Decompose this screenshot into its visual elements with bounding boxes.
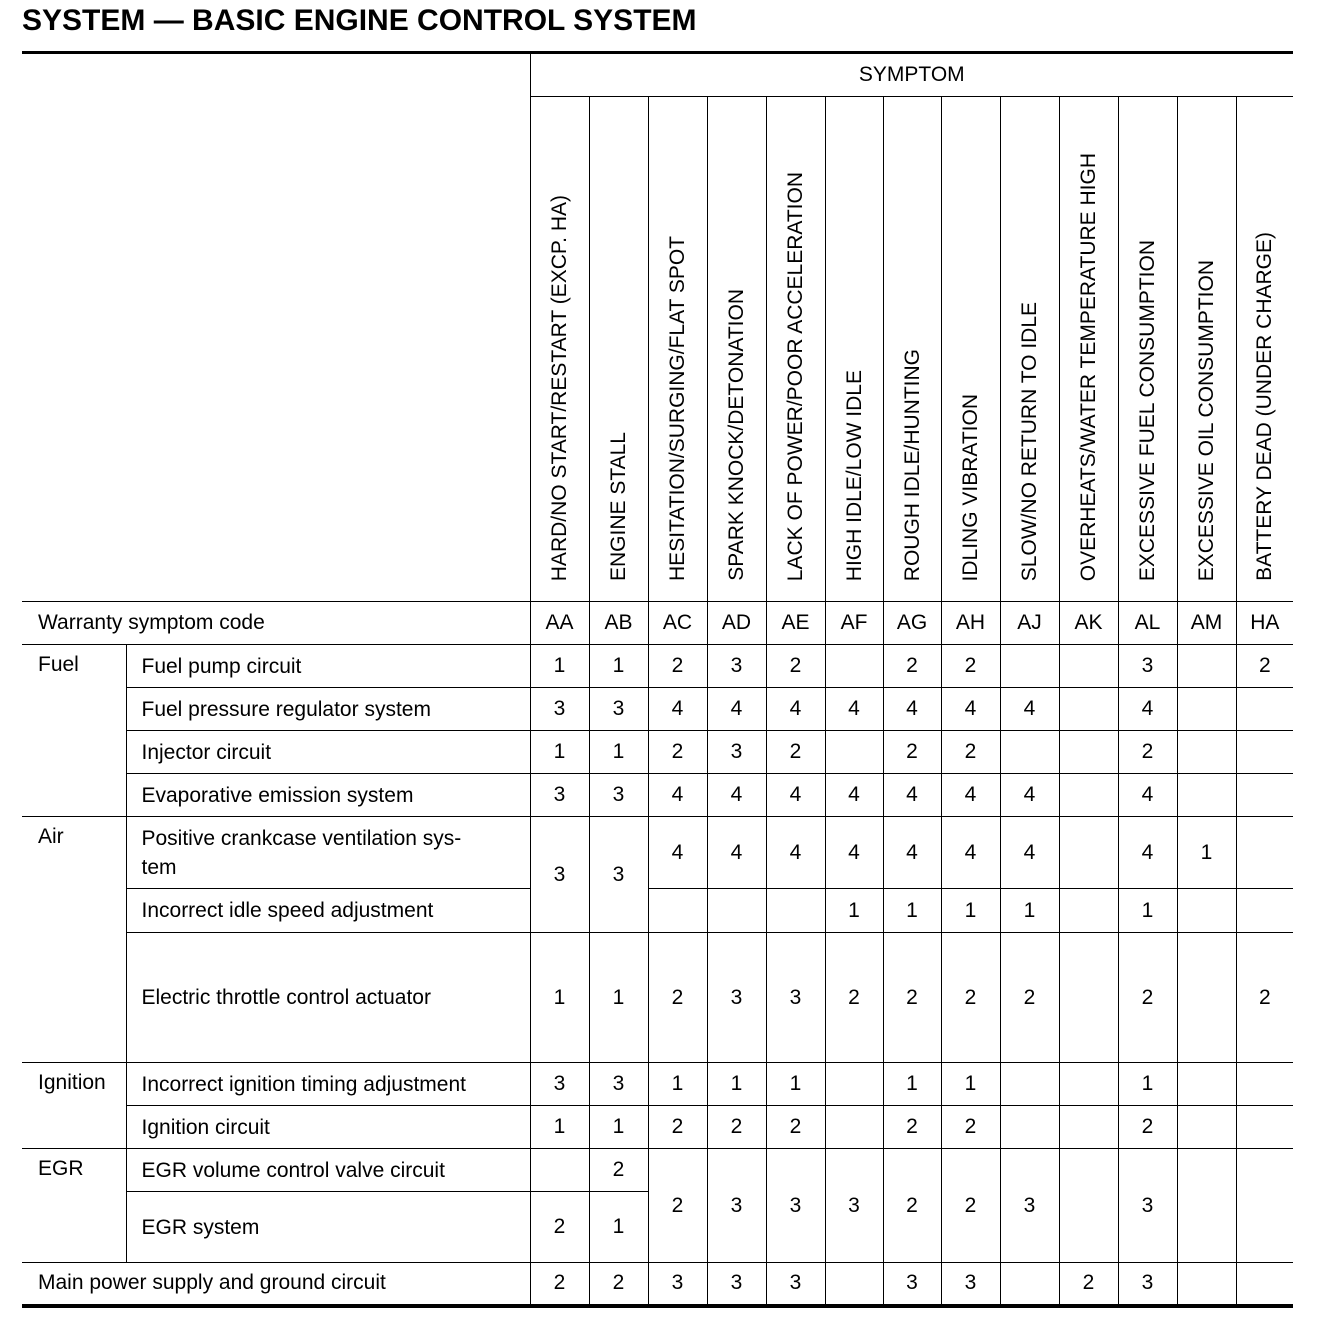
cell-value: 1 [530,645,589,688]
cell-value: 3 [883,1263,941,1306]
cell-value: 4 [648,774,707,817]
cell-value: 1 [589,731,648,774]
cell-value: 1 [1118,1063,1177,1106]
cell-value: 1 [530,1106,589,1149]
cell-value [1177,731,1236,774]
warranty-code: AC [648,602,707,645]
cell-value [825,731,883,774]
diagnosis-table [22,54,1293,1308]
cell-value: 1 [941,1063,1000,1106]
cell-value: 2 [941,731,1000,774]
cell-value: 1 [883,889,941,933]
row-label: Injector circuit [126,731,530,774]
warranty-code: AB [589,602,648,645]
cell-value: 4 [941,774,1000,817]
cell-value: 3 [530,817,589,933]
cell-value: 4 [1118,774,1177,817]
cell-value: 2 [883,731,941,774]
cell-value: 4 [883,774,941,817]
cell-value [1000,1063,1059,1106]
cell-value [1059,817,1118,889]
cell-value [648,889,707,933]
page-title: SYSTEM — BASIC ENGINE CONTROL SYSTEM [22,4,697,37]
cell-value: 1 [648,1063,707,1106]
symptom-column-header [825,97,883,602]
cell-value: 2 [883,933,941,1063]
row-label [126,817,530,889]
cell-value: 4 [707,774,766,817]
table-row [22,774,1293,817]
cell-value: 3 [707,933,766,1063]
cell-value: 3 [1118,1263,1177,1306]
row-label-line: Positive crankcase ventilation sys- [141,826,462,850]
cell-value: 3 [766,1149,825,1263]
cell-value [1177,645,1236,688]
cell-value: 1 [589,933,648,1063]
row-label: Electric throttle control actuator [126,933,530,1063]
warranty-code: AA [530,602,589,645]
warranty-code: AH [941,602,1000,645]
symptom-label: EXCESSIVE OIL CONSUMPTION [1195,259,1218,581]
cell-value [1059,688,1118,731]
cell-value [825,1063,883,1106]
cell-value: 2 [883,1106,941,1149]
cell-value: 2 [941,1149,1000,1263]
cell-value [1059,1063,1118,1106]
cell-value [1236,889,1293,933]
warranty-code: AL [1118,602,1177,645]
cell-value: 2 [530,1263,589,1306]
symptom-column-header [1118,97,1177,602]
cell-value [825,1106,883,1149]
cell-value [1236,1106,1293,1149]
cell-value [1177,1106,1236,1149]
cell-value: 2 [1118,1106,1177,1149]
symptom-label: IDLING VIBRATION [959,393,982,581]
cell-value: 4 [707,817,766,889]
cell-value [1059,645,1118,688]
symptom-column-header [941,97,1000,602]
cell-value [1059,933,1118,1063]
cell-value: 4 [648,688,707,731]
symptom-column-header [530,97,589,602]
cell-value: 2 [1236,933,1293,1063]
cell-value [1236,1063,1293,1106]
symptom-label: SPARK KNOCK/DETONATION [725,289,748,581]
cell-value: 2 [766,731,825,774]
row-label: Incorrect idle speed adjustment [126,889,530,933]
cell-value [1000,731,1059,774]
row-label: Evaporative emission system [126,774,530,817]
cell-value [1177,933,1236,1063]
cell-value [766,889,825,933]
symptom-label: ROUGH IDLE/HUNTING [900,348,924,581]
warranty-code: AM [1177,602,1236,645]
cell-value [1236,774,1293,817]
symptom-column-header [707,97,766,602]
cell-value: 3 [589,688,648,731]
cell-value: 1 [1177,817,1236,889]
cell-value: 1 [941,889,1000,933]
cell-value: 2 [766,645,825,688]
cell-value: 4 [1118,817,1177,889]
cell-value: 4 [766,688,825,731]
category-ignition: Ignition [22,1063,126,1149]
cell-value: 3 [530,688,589,731]
cell-value [825,645,883,688]
cell-value: 1 [589,645,648,688]
cell-value: 2 [1059,1263,1118,1306]
cell-value: 3 [589,817,648,933]
cell-value: 4 [1118,688,1177,731]
warranty-code: AF [825,602,883,645]
symptom-label: ENGINE STALL [607,432,630,581]
cell-value: 4 [766,817,825,889]
cell-value: 1 [589,1192,648,1263]
symptom-column-header [1000,97,1059,602]
cell-value [1177,1063,1236,1106]
cell-value: 3 [589,774,648,817]
cell-value [1236,1149,1293,1263]
cell-value: 2 [707,1106,766,1149]
cell-value: 2 [825,933,883,1063]
cell-value: 1 [530,933,589,1063]
cell-value: 4 [648,817,707,889]
table-row [22,645,1293,688]
cell-value: 4 [825,774,883,817]
symptom-label: LACK OF POWER/POOR ACCELERATION [784,171,807,581]
cell-value: 3 [941,1263,1000,1306]
cell-value [1177,774,1236,817]
cell-value: 3 [530,1063,589,1106]
cell-value [530,1149,589,1192]
cell-value: 4 [1000,688,1059,731]
cell-value: 2 [1118,731,1177,774]
symptom-label: HARD/NO START/RESTART (EXCP. HA) [548,194,571,581]
symptom-column-header [1236,97,1293,602]
row-label: Fuel pump circuit [126,645,530,688]
warranty-code-label: Warranty symptom code [22,602,530,645]
symptom-label: OVERHEATS/WATER TEMPERATURE HIGH [1077,152,1100,581]
cell-value [1177,1263,1236,1306]
cell-value: 2 [883,645,941,688]
cell-value [1059,1106,1118,1149]
cell-value: 1 [883,1063,941,1106]
cell-value: 3 [648,1263,707,1306]
table-row [22,1149,1293,1192]
cell-value: 2 [648,645,707,688]
table-row [22,933,1293,1063]
cell-value: 3 [707,645,766,688]
symptom-label: HESITATION/SURGING/FLAT SPOT [666,236,689,581]
cell-value [1059,889,1118,933]
cell-value: 4 [941,688,1000,731]
cell-value: 1 [825,889,883,933]
symptom-header: SYMPTOM [530,54,1293,97]
cell-value: 1 [530,731,589,774]
cell-value [1059,1149,1118,1263]
cell-value [1177,1149,1236,1263]
symptom-label: SLOW/NO RETURN TO IDLE [1018,301,1041,581]
table-row [22,1063,1293,1106]
cell-value: 3 [707,1263,766,1306]
table-row [22,1106,1293,1149]
cell-value: 3 [530,774,589,817]
cell-value: 2 [1118,933,1177,1063]
cell-value [1236,1263,1293,1306]
cell-value: 3 [1118,1149,1177,1263]
cell-value: 4 [766,774,825,817]
table-row [22,1263,1293,1306]
symptom-column-header [648,97,707,602]
cell-value: 3 [766,933,825,1063]
cell-value: 1 [1000,889,1059,933]
cell-value [1059,774,1118,817]
cell-value: 3 [766,1263,825,1306]
cell-value: 2 [1236,645,1293,688]
cell-value: 2 [530,1192,589,1263]
cell-value: 2 [883,1149,941,1263]
cell-value: 2 [941,933,1000,1063]
table-row [22,731,1293,774]
symptom-column-header [883,97,941,602]
cell-value [1236,731,1293,774]
row-label: Main power supply and ground circuit [22,1263,530,1306]
cell-value [825,1263,883,1306]
cell-value: 2 [589,1263,648,1306]
cell-value: 3 [707,1149,766,1263]
cell-value: 2 [648,1106,707,1149]
row-label: Incorrect ignition timing adjustment [126,1063,530,1106]
cell-value: 2 [941,645,1000,688]
table-row [22,889,1293,933]
cell-value: 2 [1000,933,1059,1063]
warranty-code: AE [766,602,825,645]
cell-value: 4 [941,817,1000,889]
cell-value: 4 [883,688,941,731]
table-row [22,817,1293,889]
cell-value: 1 [1118,889,1177,933]
symptom-column-header [589,97,648,602]
cell-value [1177,889,1236,933]
cell-value: 3 [707,731,766,774]
warranty-code: AD [707,602,766,645]
cell-value: 1 [766,1063,825,1106]
warranty-code: AK [1059,602,1118,645]
cell-value: 3 [1000,1149,1059,1263]
category-fuel: Fuel [22,645,126,817]
cell-value: 1 [707,1063,766,1106]
cell-value [1236,817,1293,889]
cell-value: 4 [825,817,883,889]
cell-value [707,889,766,933]
row-label: EGR volume control valve circuit [126,1149,530,1192]
category-air: Air [22,817,126,1063]
header-blank-cell [22,54,530,602]
cell-value: 2 [941,1106,1000,1149]
cell-value [1177,688,1236,731]
warranty-code: AJ [1000,602,1059,645]
cell-value [1000,1263,1059,1306]
cell-value: 1 [589,1106,648,1149]
cell-value: 3 [825,1149,883,1263]
row-label: Ignition circuit [126,1106,530,1149]
cell-value: 4 [1000,817,1059,889]
cell-value: 3 [589,1063,648,1106]
symptom-column-header [1059,97,1118,602]
table-row [22,688,1293,731]
cell-value [1000,1106,1059,1149]
cell-value: 2 [589,1149,648,1192]
symptom-label: EXCESSIVE FUEL CONSUMPTION [1136,239,1159,581]
cell-value [1000,645,1059,688]
cell-value [1236,688,1293,731]
cell-value [1059,731,1118,774]
cell-value: 3 [1118,645,1177,688]
cell-value: 2 [648,1149,707,1263]
row-label: EGR system [126,1192,530,1263]
row-label-line: tem [141,855,177,879]
cell-value: 4 [883,817,941,889]
cell-value: 4 [825,688,883,731]
cell-value: 2 [766,1106,825,1149]
symptom-label: BATTERY DEAD (UNDER CHARGE) [1253,232,1277,581]
cell-value: 2 [648,731,707,774]
symptom-label: HIGH IDLE/LOW IDLE [842,369,866,581]
cell-value: 2 [648,933,707,1063]
symptom-column-header [766,97,825,602]
category-egr: EGR [22,1149,126,1263]
warranty-code: HA [1236,602,1293,645]
symptom-column-header [1177,97,1236,602]
row-label: Fuel pressure regulator system [126,688,530,731]
cell-value: 4 [707,688,766,731]
cell-value: 4 [1000,774,1059,817]
warranty-code: AG [883,602,941,645]
